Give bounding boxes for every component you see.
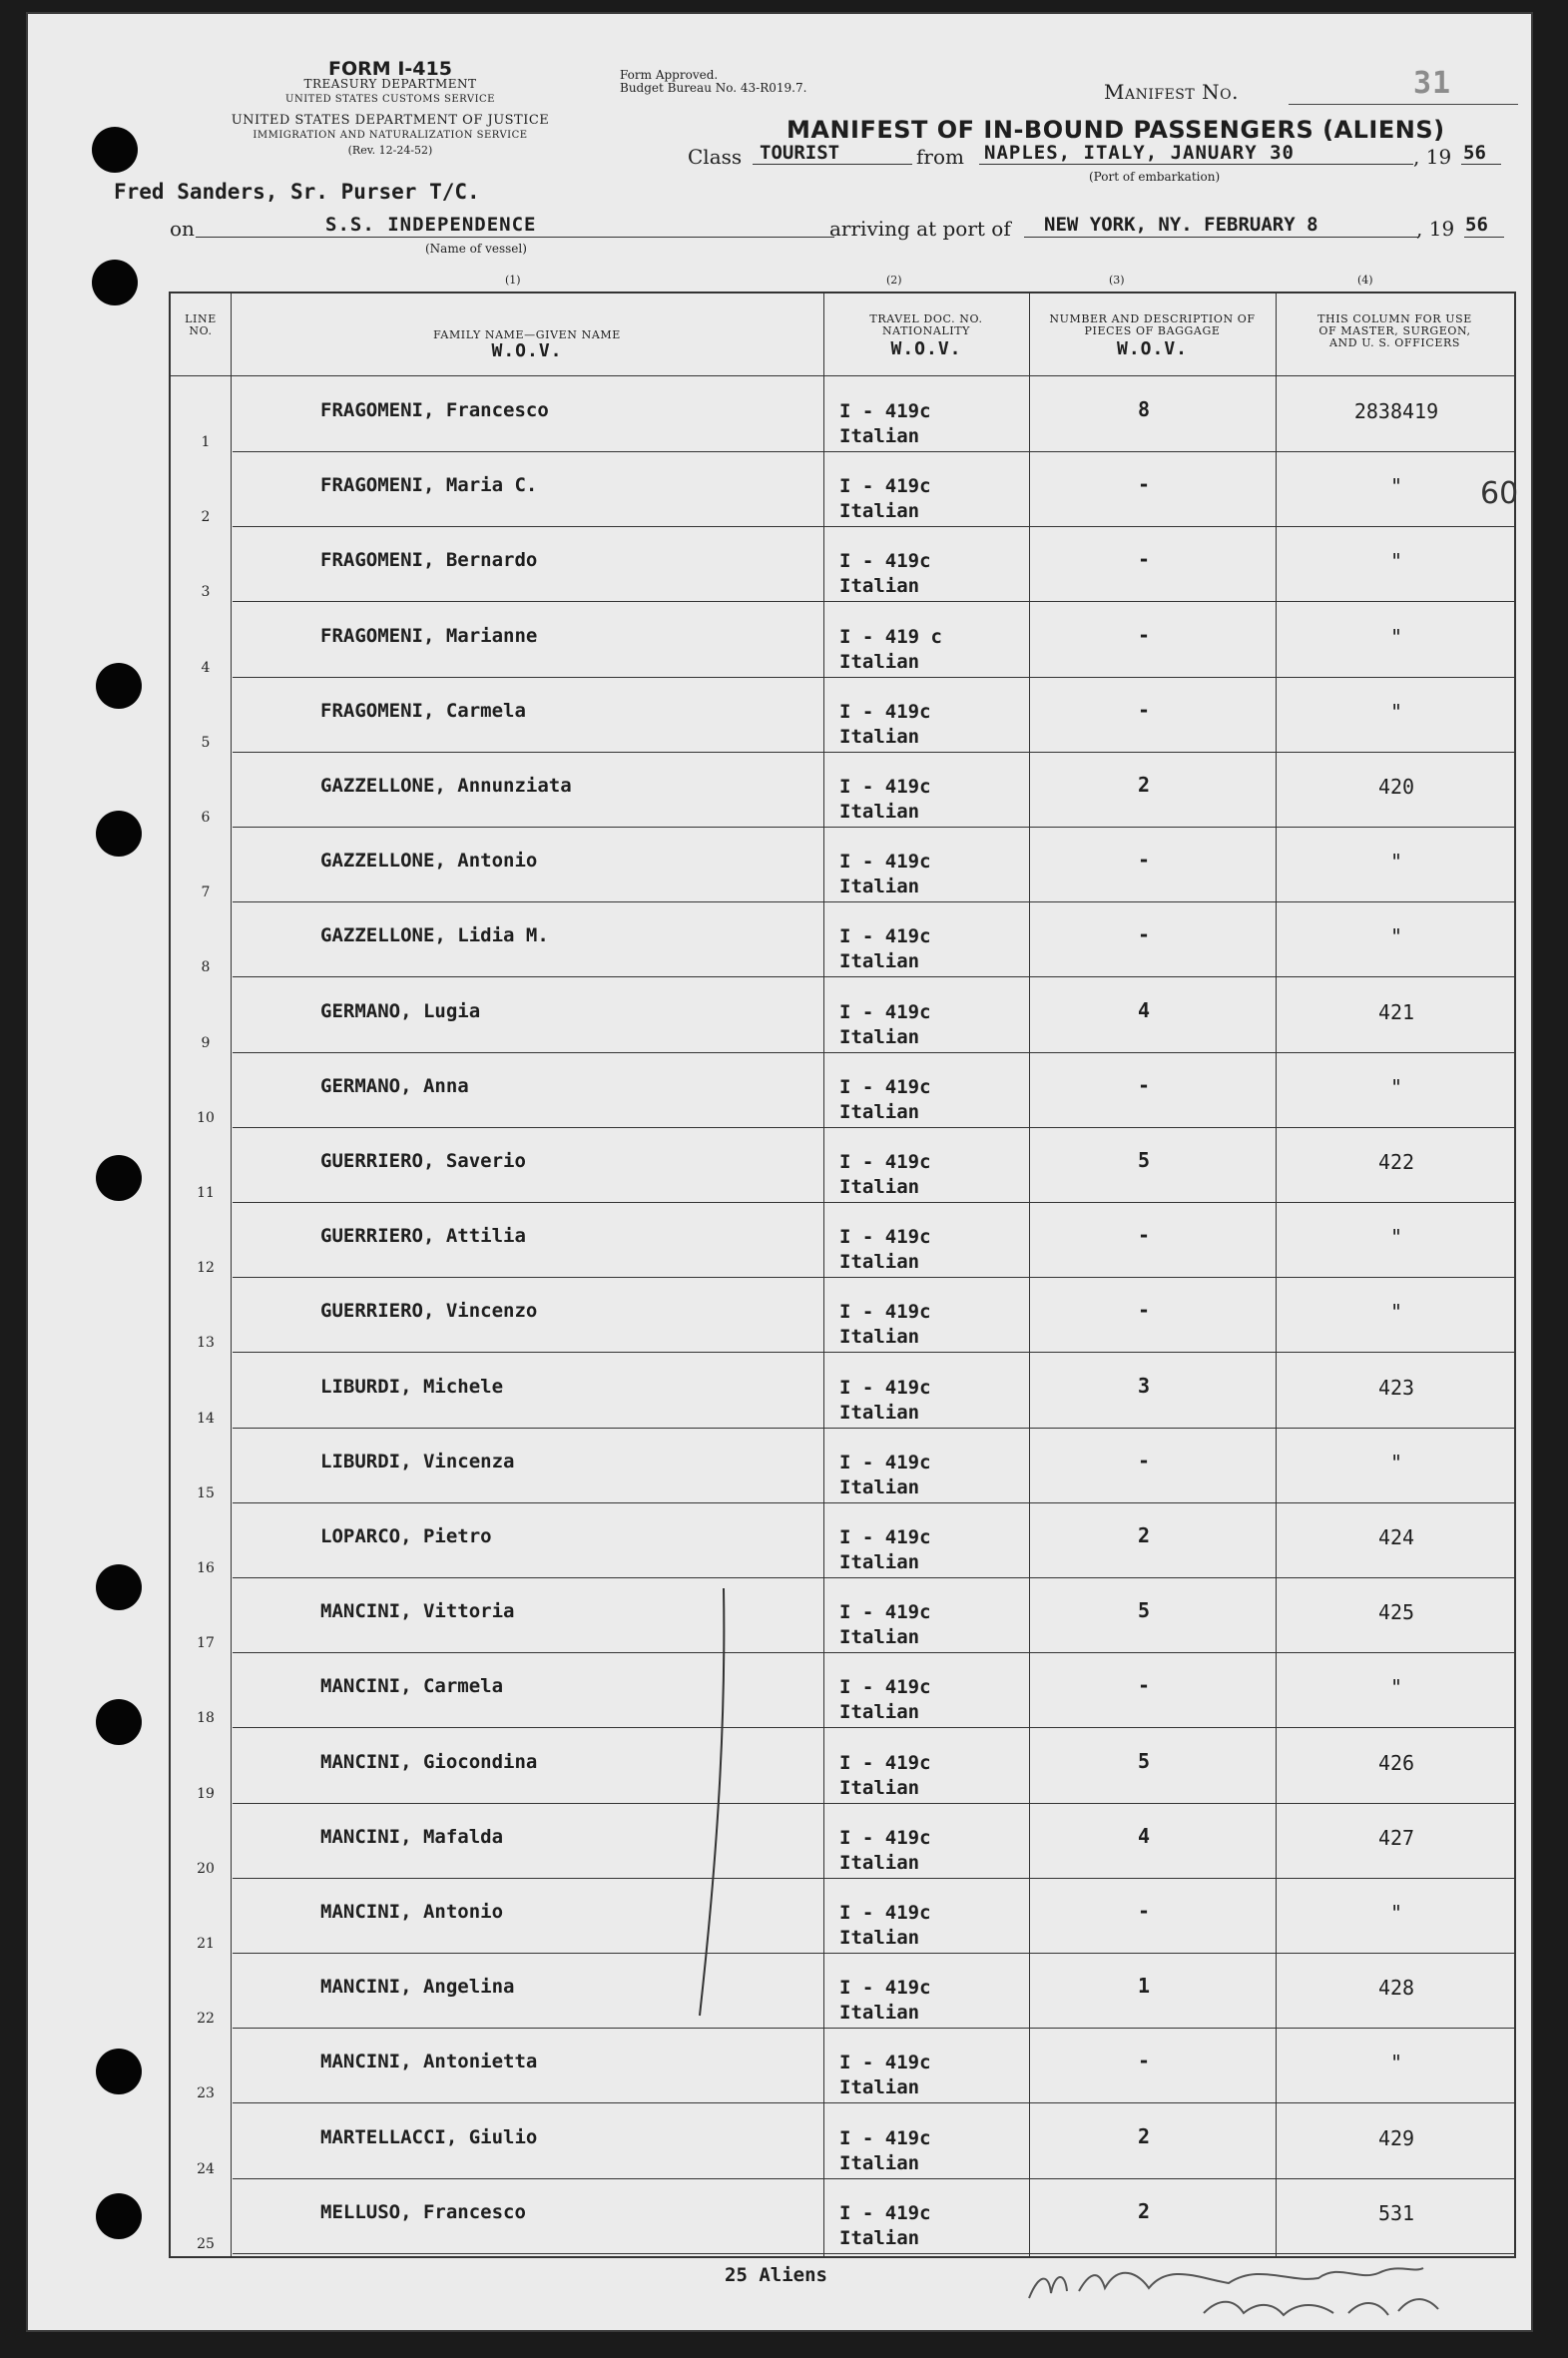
baggage-count: - (1137, 1072, 1151, 1097)
passenger-name: MANCINI, Vittoria (320, 1600, 515, 1623)
officer-entry: " (1389, 2051, 1403, 2075)
officer-entry: " (1389, 1450, 1403, 1474)
nationality: Italian (839, 1927, 920, 1949)
table-row (171, 1804, 1514, 1879)
nationality: Italian (839, 425, 920, 447)
baggage-count: 2 (1137, 773, 1151, 797)
year-prefix-1: , 19 (1413, 145, 1452, 169)
travel-doc (839, 1901, 931, 1951)
customs-service: UNITED STATES CUSTOMS SERVICE (285, 94, 495, 105)
nationality: Italian (839, 1776, 920, 1799)
passenger-name: MANCINI, Mafalda (320, 1825, 504, 1848)
baggage-count: 8 (1137, 397, 1151, 421)
line-number: 25 (197, 2235, 215, 2252)
binder-hole (92, 260, 138, 305)
officer-entry: " (1389, 1074, 1403, 1099)
table-row (171, 2104, 1514, 2179)
column-number-2: (2) (886, 274, 902, 287)
arrival-value: NEW YORK, NY. FEBRUARY 8 (1044, 214, 1318, 236)
nationality: Italian (839, 1475, 920, 1498)
nationality: Italian (839, 500, 920, 523)
travel-doc (839, 625, 942, 675)
travel-doc (839, 549, 931, 599)
travel-doc-number: I - 419c (839, 400, 931, 422)
baggage-count: - (1137, 848, 1151, 873)
table-row (171, 1278, 1514, 1353)
nationality: Italian (839, 1851, 920, 1874)
line-number: 8 (201, 959, 211, 976)
binder-hole (96, 1564, 142, 1610)
line-number: 5 (201, 734, 211, 751)
table-row (171, 678, 1514, 753)
vessel-name: S.S. INDEPENDENCE (325, 214, 537, 236)
nationality: Italian (839, 1025, 920, 1048)
travel-doc-number: I - 419c (839, 1902, 931, 1924)
line-number: 18 (197, 1710, 215, 1727)
nationality: Italian (839, 725, 920, 748)
line-number: 21 (197, 1936, 215, 1952)
nationality: Italian (839, 650, 920, 673)
form-number: FORM I-415 (328, 58, 452, 80)
baggage-count: - (1137, 697, 1151, 722)
baggage-count: - (1137, 472, 1151, 497)
manifest-number (1104, 66, 1452, 104)
year-2: 56 (1465, 214, 1488, 236)
officer-entry: " (1389, 924, 1403, 949)
passenger-name: MARTELLACCI, Giulio (320, 2125, 538, 2148)
binder-hole (96, 1699, 142, 1745)
travel-doc (839, 1675, 931, 1725)
nationality: Italian (839, 801, 920, 823)
binder-hole (92, 127, 138, 173)
table-row (171, 1354, 1514, 1429)
travel-doc-number: I - 419c (839, 1000, 931, 1023)
travel-doc (839, 399, 931, 449)
travel-doc-number: I - 419c (839, 1151, 931, 1173)
binder-hole (96, 2049, 142, 2094)
passenger-name: GUERRIERO, Saverio (320, 1150, 526, 1172)
bracket-mark (680, 1586, 740, 2026)
officer-entry: " (1389, 1901, 1403, 1925)
table-row (171, 1128, 1514, 1203)
table-row (171, 1203, 1514, 1278)
baggage-count: 5 (1137, 1148, 1151, 1172)
baggage-count: 2 (1137, 2123, 1151, 2148)
travel-doc-number: I - 419c (839, 925, 931, 948)
from-label: from (916, 145, 964, 169)
passenger-name: FRAGOMENI, Maria C. (320, 474, 538, 497)
table-row (171, 978, 1514, 1053)
nationality: Italian (839, 2002, 920, 2025)
officer-entry: " (1389, 624, 1403, 649)
travel-doc-number: I - 419c (839, 2052, 931, 2074)
travel-doc (839, 1600, 931, 1650)
officer-entry: 428 (1377, 1976, 1415, 2001)
travel-doc (839, 1300, 931, 1350)
passenger-name: MANCINI, Giocondina (320, 1750, 538, 1773)
table-row (171, 1954, 1514, 2029)
table-row (171, 1053, 1514, 1128)
line-number: 1 (201, 434, 211, 450)
travel-doc-number: I - 419c (839, 2126, 931, 2149)
passenger-name: GAZZELLONE, Lidia M. (320, 924, 549, 947)
column-number-1: (1) (505, 274, 521, 287)
table-row (171, 2029, 1514, 2103)
passenger-name: MANCINI, Antonio (320, 1901, 504, 1923)
department: TREASURY DEPARTMENT (303, 77, 477, 91)
table-row (171, 1879, 1514, 1954)
line-number: 12 (197, 1260, 215, 1277)
margin-note: 60 (1480, 476, 1519, 511)
line-number: 6 (201, 810, 211, 826)
passenger-name: LOPARCO, Pietro (320, 1525, 492, 1547)
passenger-name: GUERRIERO, Attilia (320, 1225, 526, 1248)
passenger-name: FRAGOMENI, Marianne (320, 624, 538, 647)
table-row (171, 1729, 1514, 1804)
travel-doc-number: I - 419c (839, 1601, 931, 1624)
travel-doc-number: I - 419c (839, 1301, 931, 1324)
travel-doc-number: I - 419c (839, 776, 931, 798)
nationality: Italian (839, 950, 920, 973)
line-number: 13 (197, 1335, 215, 1352)
travel-doc (839, 1826, 931, 1876)
officer-entry: " (1389, 850, 1403, 875)
travel-doc (839, 1451, 931, 1500)
nationality: Italian (839, 1251, 920, 1274)
travel-doc-number: I - 419c (839, 1676, 931, 1699)
travel-doc (839, 700, 931, 750)
line-number: 20 (197, 1860, 215, 1877)
line-number: 4 (201, 659, 211, 676)
travel-doc (839, 850, 931, 899)
travel-doc (839, 2126, 931, 2176)
passenger-name: MANCINI, Angelina (320, 1976, 515, 1999)
nationality: Italian (839, 575, 920, 598)
line-number: 17 (197, 1635, 215, 1652)
baggage-count: 2 (1137, 2198, 1151, 2223)
officer-entry: 424 (1377, 1525, 1415, 1549)
travel-doc-number: I - 419c (839, 700, 931, 723)
vessel-caption: (Name of vessel) (425, 242, 527, 256)
nationality: Italian (839, 1100, 920, 1123)
class-label: Class (688, 145, 743, 169)
manifest-label: Manifest No. (1104, 80, 1239, 104)
officer-entry: 2838419 (1353, 399, 1439, 423)
justice-department: UNITED STATES DEPARTMENT OF JUSTICE (231, 113, 550, 128)
officer-entry: 425 (1377, 1600, 1415, 1625)
travel-doc-number: I - 419 c (839, 625, 942, 648)
baggage-count: 1 (1137, 1974, 1151, 1999)
passenger-name: GAZZELLONE, Antonio (320, 850, 538, 873)
table-row (171, 753, 1514, 828)
passenger-table (169, 292, 1519, 2258)
travel-doc-number: I - 419c (839, 1226, 931, 1249)
passenger-name: GAZZELLONE, Annunziata (320, 775, 572, 797)
nationality: Italian (839, 1401, 920, 1424)
column-number-4: (4) (1357, 274, 1373, 287)
class-value: TOURIST (760, 142, 840, 164)
officer-entry: 423 (1377, 1375, 1415, 1400)
travel-doc-number: I - 419c (839, 851, 931, 874)
page-title: MANIFEST OF IN-BOUND PASSENGERS (ALIENS) (786, 116, 1445, 144)
baggage-count: - (1137, 1899, 1151, 1923)
table-row (171, 377, 1514, 452)
passenger-name: FRAGOMENI, Francesco (320, 399, 549, 421)
passenger-name: GUERRIERO, Vincenzo (320, 1300, 538, 1323)
header-travel-doc: TRAVEL DOC. NO. NATIONALITY W.O.V. (869, 312, 983, 359)
table-row (171, 603, 1514, 678)
officer-entry: " (1389, 474, 1403, 499)
passenger-name: LIBURDI, Vincenza (320, 1450, 515, 1473)
travel-doc (839, 1976, 931, 2026)
officer-entry: " (1389, 1675, 1403, 1700)
travel-doc (839, 2201, 931, 2251)
baggage-count: - (1137, 1223, 1151, 1248)
line-number: 11 (197, 1185, 215, 1201)
table-row (171, 527, 1514, 602)
passenger-name: MANCINI, Carmela (320, 1675, 504, 1698)
travel-doc-number: I - 419c (839, 1526, 931, 1548)
purser-name: Fred Sanders, Sr. Purser T/C. (114, 180, 480, 204)
travel-doc (839, 775, 931, 825)
travel-doc-number: I - 419c (839, 1751, 931, 1774)
baggage-count: - (1137, 2049, 1151, 2073)
table-row (171, 902, 1514, 977)
baggage-count: 3 (1137, 1373, 1151, 1398)
travel-doc-number: I - 419c (839, 1977, 931, 2000)
immigration-service: IMMIGRATION AND NATURALIZATION SERVICE (253, 130, 528, 141)
baggage-count: - (1137, 1673, 1151, 1698)
baggage-count: - (1137, 922, 1151, 947)
signature-icon (1019, 2243, 1498, 2323)
nationality: Italian (839, 876, 920, 898)
passenger-name: FRAGOMENI, Bernardo (320, 549, 538, 572)
manifest-value: 31 (1413, 66, 1452, 101)
baggage-count: 5 (1137, 1598, 1151, 1623)
passenger-name: FRAGOMENI, Carmela (320, 699, 526, 722)
travel-doc (839, 474, 931, 524)
line-number: 16 (197, 1560, 215, 1576)
travel-doc-number: I - 419c (839, 1451, 931, 1474)
line-number: 10 (197, 1109, 215, 1126)
officer-entry: 420 (1377, 775, 1415, 799)
baggage-count: - (1137, 547, 1151, 572)
officer-entry: 429 (1377, 2125, 1415, 2150)
nationality: Italian (839, 1551, 920, 1573)
travel-doc (839, 924, 931, 974)
line-number: 24 (197, 2160, 215, 2177)
table-row (171, 452, 1514, 527)
travel-doc (839, 1376, 931, 1426)
baggage-count: 4 (1137, 1823, 1151, 1848)
total-aliens: 25 Aliens (725, 2264, 827, 2286)
form-approval (620, 69, 806, 95)
baggage-count: - (1137, 1298, 1151, 1323)
revision: (Rev. 12-24-52) (347, 144, 433, 157)
table-row (171, 1429, 1514, 1503)
from-value: NAPLES, ITALY, JANUARY 30 (984, 142, 1295, 164)
table-row (171, 1503, 1514, 1578)
year-prefix-2: , 19 (1416, 217, 1455, 241)
header-line-no: LINE NO. (185, 312, 217, 337)
line-number: 3 (201, 584, 211, 601)
table-row (171, 828, 1514, 902)
travel-doc (839, 1150, 931, 1200)
officer-entry: 426 (1377, 1750, 1415, 1775)
header-name: FAMILY NAME—GIVEN NAME W.O.V. (433, 328, 621, 361)
line-number: 7 (201, 884, 211, 901)
nationality: Italian (839, 1176, 920, 1198)
travel-doc-number: I - 419c (839, 2201, 931, 2224)
line-number: 2 (201, 509, 211, 526)
travel-doc (839, 2051, 931, 2100)
passenger-name: MANCINI, Antonietta (320, 2051, 538, 2073)
officer-signature (1019, 2243, 1498, 2327)
line-number: 14 (197, 1410, 215, 1427)
line-number: 15 (197, 1484, 215, 1501)
baggage-count: - (1137, 622, 1151, 647)
arriving-label: arriving at port of (829, 217, 1011, 241)
officer-entry: " (1389, 1300, 1403, 1325)
line-number: 23 (197, 2085, 215, 2102)
binder-hole (96, 663, 142, 709)
form-header (176, 58, 605, 158)
officer-entry: 427 (1377, 1825, 1415, 1850)
column-number-3: (3) (1109, 274, 1125, 287)
passenger-name: GERMANO, Lugia (320, 999, 481, 1022)
table-row (171, 1578, 1514, 1653)
on-label: on (170, 217, 195, 241)
nationality: Italian (839, 2076, 920, 2099)
nationality: Italian (839, 2226, 920, 2249)
baggage-count: - (1137, 1448, 1151, 1473)
manifest-page (26, 12, 1533, 2332)
budget-bureau-text: Budget Bureau No. 43-R019.7. (620, 81, 807, 95)
port-caption: (Port of embarkation) (1089, 170, 1221, 184)
nationality: Italian (839, 1701, 920, 1724)
travel-doc-number: I - 419c (839, 550, 931, 573)
travel-doc-number: I - 419c (839, 1826, 931, 1849)
binder-hole (96, 811, 142, 857)
travel-doc (839, 1525, 931, 1575)
passenger-name: LIBURDI, Michele (320, 1375, 504, 1398)
line-number: 19 (197, 1785, 215, 1802)
baggage-count: 2 (1137, 1523, 1151, 1547)
nationality: Italian (839, 2151, 920, 2174)
officer-entry: " (1389, 549, 1403, 574)
table-row (171, 1653, 1514, 1728)
travel-doc-number: I - 419c (839, 1075, 931, 1098)
travel-doc (839, 1225, 931, 1275)
nationality: Italian (839, 1326, 920, 1349)
travel-doc (839, 1000, 931, 1050)
travel-doc-number: I - 419c (839, 475, 931, 498)
binder-hole (96, 1155, 142, 1201)
baggage-count: 5 (1137, 1748, 1151, 1773)
header-baggage: NUMBER AND DESCRIPTION OF PIECES OF BAGGAGE W.O.V. (1049, 312, 1256, 359)
officer-entry: 421 (1377, 999, 1415, 1024)
passenger-name: MELLUSO, Francesco (320, 2200, 526, 2223)
officer-entry: 531 (1377, 2200, 1415, 2225)
travel-doc (839, 1751, 931, 1801)
passenger-name: GERMANO, Anna (320, 1074, 469, 1097)
baggage-count: 4 (1137, 997, 1151, 1022)
officer-entry: " (1389, 1225, 1403, 1250)
binder-hole (96, 2193, 142, 2239)
approved-text: Form Approved. (620, 68, 719, 82)
line-number: 9 (201, 1034, 211, 1051)
travel-doc-number: I - 419c (839, 1376, 931, 1399)
year-1: 56 (1463, 142, 1486, 164)
header-officer-use: THIS COLUMN FOR USE OF MASTER, SURGEON, AND U. S. OFFICERS (1317, 312, 1472, 349)
nationality: Italian (839, 1626, 920, 1649)
officer-entry: 422 (1377, 1150, 1415, 1174)
line-number: 22 (197, 2011, 215, 2028)
travel-doc (839, 1075, 931, 1125)
officer-entry: " (1389, 699, 1403, 724)
